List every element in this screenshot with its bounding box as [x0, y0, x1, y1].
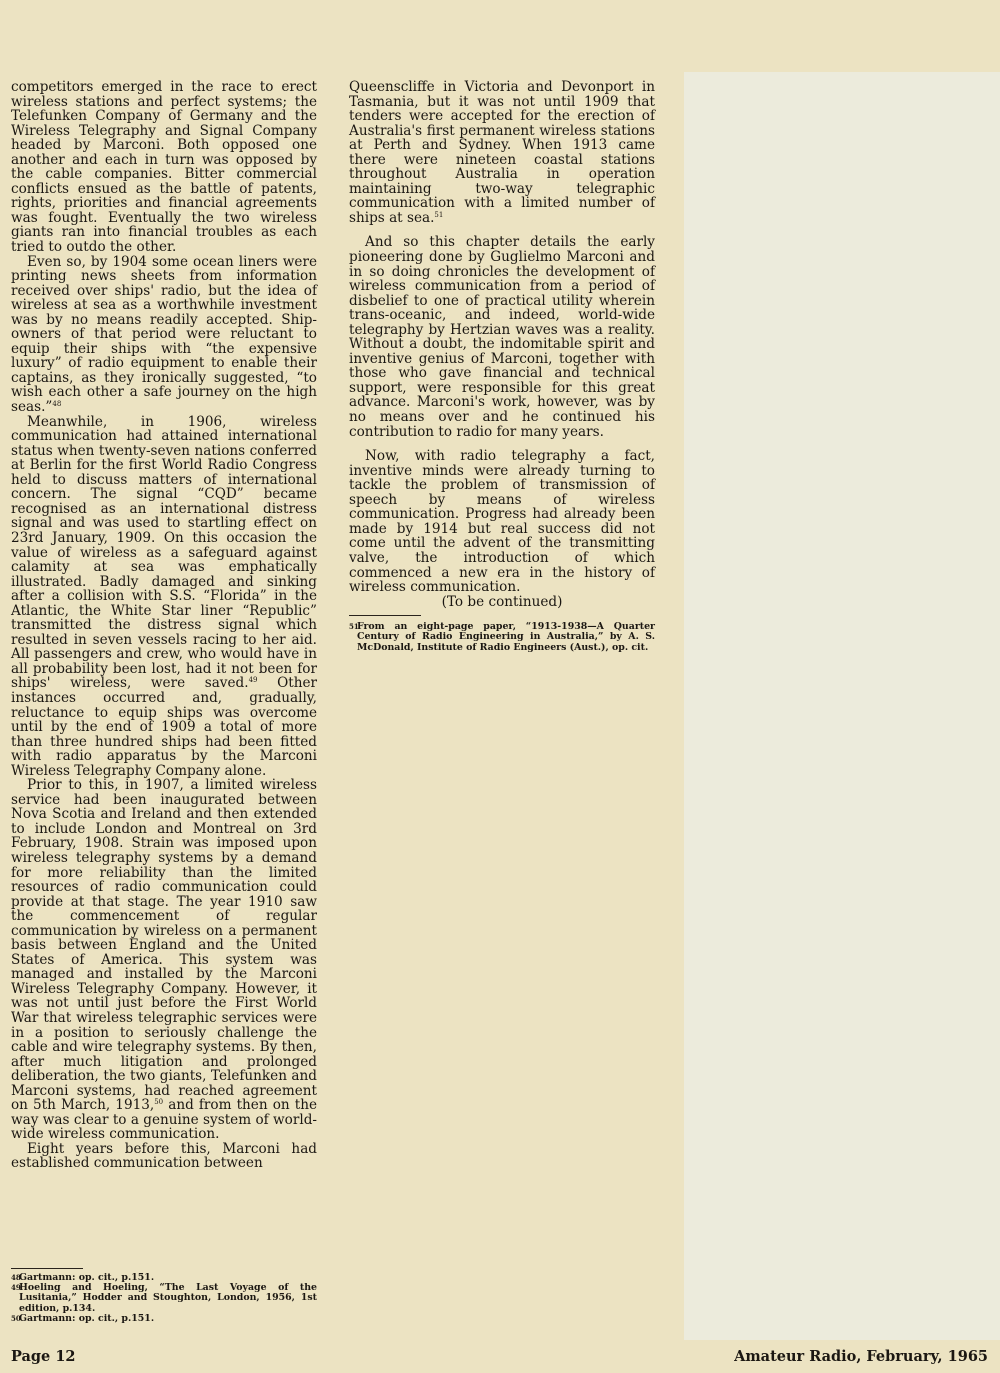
- footnote-ref[interactable]: 49: [248, 676, 258, 685]
- to-be-continued: (To be continued): [441, 593, 563, 610]
- footnote-list: [11, 1273, 317, 1324]
- paragraph: Even so, by 1904 some ocean liners were printing news sheets from information received over ships' radio, but the idea of wireless at sea as a worthwhile investment was by no means readily accepted. Ship-owners of that period were reluctant to equip their ships with “the expensive luxury” of radio equipment to enable their captains, as they ironically suggested, “to wish each other a safe journey on the high seas.”$^{48}$: [11, 253, 317, 416]
- paragraph: Now, with radio telegraphy a fact, inventive minds were already turning to tackle the problem of transmission of speech by means of wireless communication. Progress had already been made by 1914 but real success did not come until the advent of the transmitting valve, the introduction of which commenced a new era in the history of wireless communication.: [349, 448, 655, 596]
- left-column: [11, 80, 317, 1171]
- footnote-ref[interactable]: 51: [434, 210, 444, 219]
- paragraph: Eight years before this, Marconi had established communication between: [11, 1140, 317, 1172]
- paragraph: Meanwhile, in 1906, wireless communication had attained international status when twenty-seven nations conferred at Berlin for the first World Radio Congress held to discuss matters of international concern. The signal “CQD” became recognised as an international distress signal and was used to startling effect on 23rd January, 1909. On this occasion the value of wireless as a safeguard against calamity at sea was emphatically illustrated. Badly damaged and sinking after a collision with S.S. “Florida” in the Atlantic, the White Star liner “Republic” transmitted the distress signal which resulted in seven vessels racing to her aid. All passengers and crew, who would have in all probability been lost, had it not been for ships' wireless, were saved.$^{49}$ Other instances occurred and, gradually, reluctance to equip ships was overcome until by the end of 1909 a total of more than three hundred ships had been fitted with radio apparatus by the Marconi Wireless Telegraphy Company alone.: [11, 413, 317, 779]
- blank-panel: [684, 72, 1000, 1340]
- footnote-ref[interactable]: 50: [154, 1098, 164, 1107]
- footnote-rule: [349, 615, 421, 616]
- footnote-list: [349, 622, 655, 653]
- page-number: Page 12: [11, 1348, 76, 1365]
- left-footnotes: [11, 1268, 317, 1324]
- paragraph: Prior to this, in 1907, a limited wireless service had been inaugurated between Nova Scotia and Ireland and then extended to include London and Montreal on 3rd February, 1908. Strain was imposed upon wireless telegraphy systems by a demand for more reliability than the limited resources of radio communication could provide at that stage. The year 1910 saw the commencement of regular communication by wireless on a permanent basis between England and the United States of America. This system was managed and installed by the Marconi Wireless Telegraphy Company. However, it was not until just before the First World War that wireless telegraphic services were in a position to seriously challenge the cable and wire telegraphy systems. By then, after much litigation and prolonged deliberation, the two giants, Telefunken and Marconi systems, had reached agreement on 5th March, 1913,50 and from then on the way was clear to a genuine system of world-wide wireless communication.: [11, 777, 317, 1143]
- footnote: 50Gartmann: op. cit., p.151.: [11, 1312, 155, 1324]
- footnote: 49Hoeling and Hoeling, “The Last Voyage of the Lusitania,” Hodder and Stoughton, London, 1956, 1st edition, p.134.: [11, 1282, 317, 1314]
- middle-column: [349, 80, 655, 653]
- footnote-rule: [11, 1268, 83, 1269]
- footnote: 51From an eight-page paper, “1913-1938—A Quarter Century of Radio Engineering in Australia,” by A. S. McDonald, Institute of Radio Engineers (Aust.), op. cit.: [349, 621, 655, 653]
- footnote: 48Gartmann: op. cit., p.151.: [11, 1272, 155, 1283]
- publication-line: Amateur Radio, February, 1965: [734, 1348, 988, 1365]
- paragraph: competitors emerged in the race to erect wireless stations and perfect systems; the Telefunken Company of Germany and the Wireless Telegraphy and Signal Company headed by Marconi. Both opposed one another and each in turn was opposed by the cable companies. Bitter commercial conflicts ensued as the battle of patents, rights, priorities and financial agreements was fought. Eventually the two wireless giants ran into financial troubles as each tried to outdo the other.: [11, 79, 317, 256]
- paragraph: And so this chapter details the early pioneering done by Guglielmo Marconi and in so doing chronicles the development of wireless communication from a period of disbelief to one of practical utility wherein trans-oceanic, and indeed, world-wide telegraphy by Hertzian waves was a reality. Without a doubt, the indomitable spirit and inventive genius of Marconi, together with those who gave financial and technical support, were responsible for this great advance. Marconi's work, however, was by no means over and he continued his contribution to radio for many years.: [349, 234, 655, 440]
- paragraph: Queenscliffe in Victoria and Devonport in Tasmania, but it was not until 1909 that tenders were accepted for the erection of Australia's first permanent wireless stations at Perth and Sydney. When 1913 came there were nineteen coastal stations throughout Australia in operation maintaining two-way telegraphic communication with a limited number of ships at sea.$^{51}$: [349, 79, 655, 226]
- footnote-ref[interactable]: 48: [52, 400, 62, 409]
